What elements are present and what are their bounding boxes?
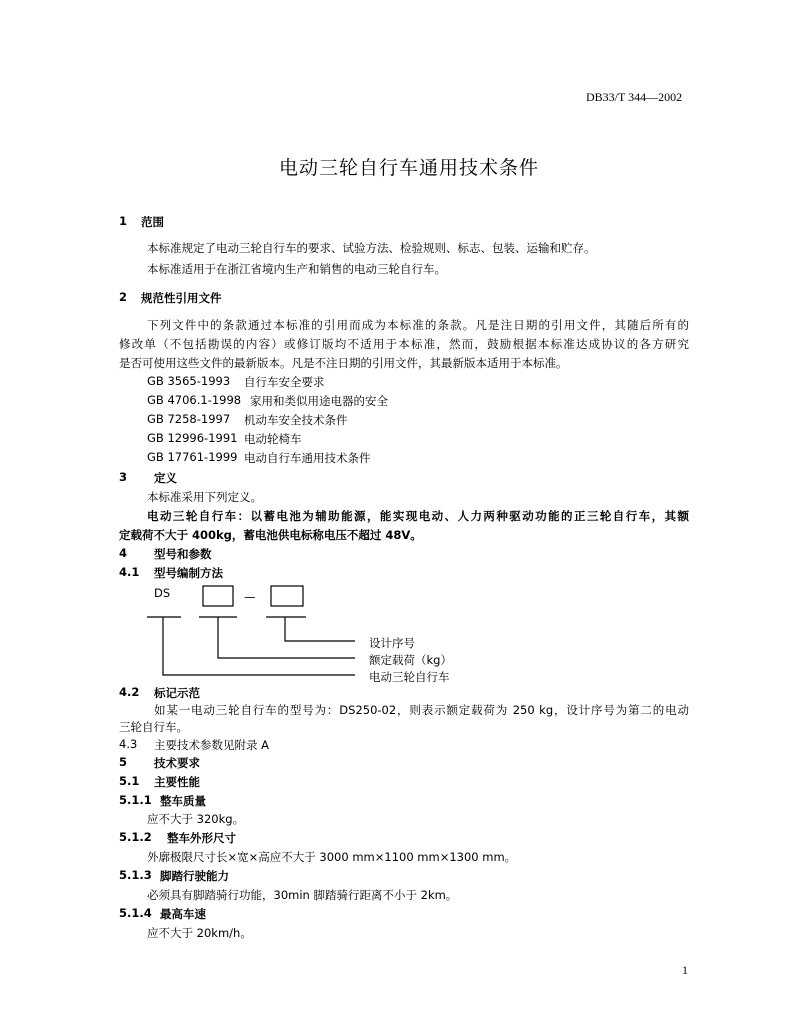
section-3-para-1: 本标准采用下列定义。 [147, 490, 262, 504]
section-4-1-title: 型号编制方法 [154, 566, 223, 580]
section-4-2-line-1: 如某一电动三轮自行车的型号为：DS250-02，则表示额定载荷为 250 kg，设计序号为第二的电动 [154, 703, 689, 717]
item-text: 应不大于 320kg。 [147, 812, 245, 826]
reference-code: GB 3565-1993 [147, 374, 231, 388]
section-2-number: 2 [119, 290, 128, 304]
section-4-number: 4 [119, 546, 128, 560]
item-number: 5.1.1 [119, 793, 152, 807]
section-2-line-2: 修改单（不包括勘误的内容）或修订版均不适用于本标准，然而，鼓励根据本标准达成协议的各方研究 [119, 337, 689, 351]
section-1-para-1: 本标准规定了电动三轮自行车的要求、试验方法、检验规则、标志、包装、运输和贮存。 [147, 241, 596, 255]
section-4-3-number: 4.3 [119, 737, 138, 751]
section-3-title: 定义 [154, 471, 177, 485]
reference-name: 电动自行车通用技术条件 [244, 451, 371, 465]
item-text: 必须具有脚踏骑行功能，30min 脚踏骑行距离不小于 2km。 [147, 888, 458, 902]
section-5-title: 技术要求 [154, 756, 200, 770]
load-leader [218, 617, 355, 658]
prefix-leader [163, 617, 355, 675]
section-2-line-3: 是否可使用这些文件的最新版本。凡是不注日期的引用文件，其最新版本适用于本标准。 [119, 356, 568, 370]
section-2-line-1: 下列文件中的条款通过本标准的引用而成为本标准的条款。凡是注日期的引用文件，其随后所有的 [147, 318, 689, 332]
section-3-number: 3 [119, 470, 128, 484]
diagram-label-serial: 设计序号 [369, 636, 415, 650]
item-number: 5.1.2 [119, 830, 152, 844]
reference-name: 机动车安全技术条件 [244, 413, 348, 427]
section-4-1-number: 4.1 [119, 565, 140, 579]
item-number: 5.1.4 [119, 906, 152, 920]
definition-line-1: 电动三轮自行车：以蓄电池为辅助能源，能实现电动、人力两种驱动功能的正三轮自行车，其额 [147, 509, 689, 523]
document-code: DB33/T 344—2002 [586, 90, 683, 104]
item-text: 应不大于 20km/h。 [147, 926, 252, 940]
item-title: 脚踏行驶能力 [160, 869, 229, 883]
reference-code: GB 7258-1997 [147, 412, 231, 426]
item-title: 最高车速 [160, 907, 206, 921]
section-4-2-number: 4.2 [119, 685, 140, 699]
item-title: 整车质量 [160, 794, 206, 808]
model-prefix: DS [154, 586, 171, 600]
reference-code: GB 12996-1991 [147, 431, 238, 445]
diagram-label-product: 电动三轮自行车 [369, 670, 450, 684]
load-box [203, 586, 233, 606]
reference-code: GB 17761-1999 [147, 450, 238, 464]
section-5-1-title: 主要性能 [154, 775, 200, 789]
section-4-title: 型号和参数 [154, 547, 212, 561]
page-number: 1 [682, 963, 688, 977]
reference-code: GB 4706.1-1998 [147, 393, 242, 407]
section-1-title: 范围 [141, 215, 164, 229]
diagram-label-load: 额定载荷（kg） [369, 653, 452, 667]
item-title: 整车外形尺寸 [167, 831, 236, 845]
reference-name: 自行车安全要求 [244, 375, 325, 389]
reference-name: 家用和类似用途电器的安全 [250, 394, 388, 408]
section-1-para-2: 本标准适用于在浙江省境内生产和销售的电动三轮自行车。 [147, 262, 446, 276]
reference-name: 电动轮椅车 [244, 432, 302, 446]
serial-leader [285, 617, 355, 641]
page-title: 电动三轮自行车通用技术条件 [279, 157, 540, 179]
section-5-1-number: 5.1 [119, 774, 140, 788]
section-2-title: 规范性引用文件 [141, 291, 222, 305]
model-dash: — [244, 590, 256, 604]
section-5-number: 5 [119, 755, 128, 769]
item-number: 5.1.3 [119, 868, 152, 882]
section-1-number: 1 [119, 214, 128, 228]
item-text: 外廓极限尺寸长×宽×高应不大于 3000 mm×1100 mm×1300 mm。 [147, 850, 517, 864]
section-4-3-text: 主要技术参数见附录 A [154, 738, 270, 752]
serial-box [271, 586, 303, 606]
definition-line-2: 定载荷不大于 400kg，蓄电池供电标称电压不超过 48V。 [119, 528, 422, 542]
section-4-2-title: 标记示范 [154, 686, 200, 700]
section-4-2-line-2: 三轮自行车。 [119, 720, 188, 734]
